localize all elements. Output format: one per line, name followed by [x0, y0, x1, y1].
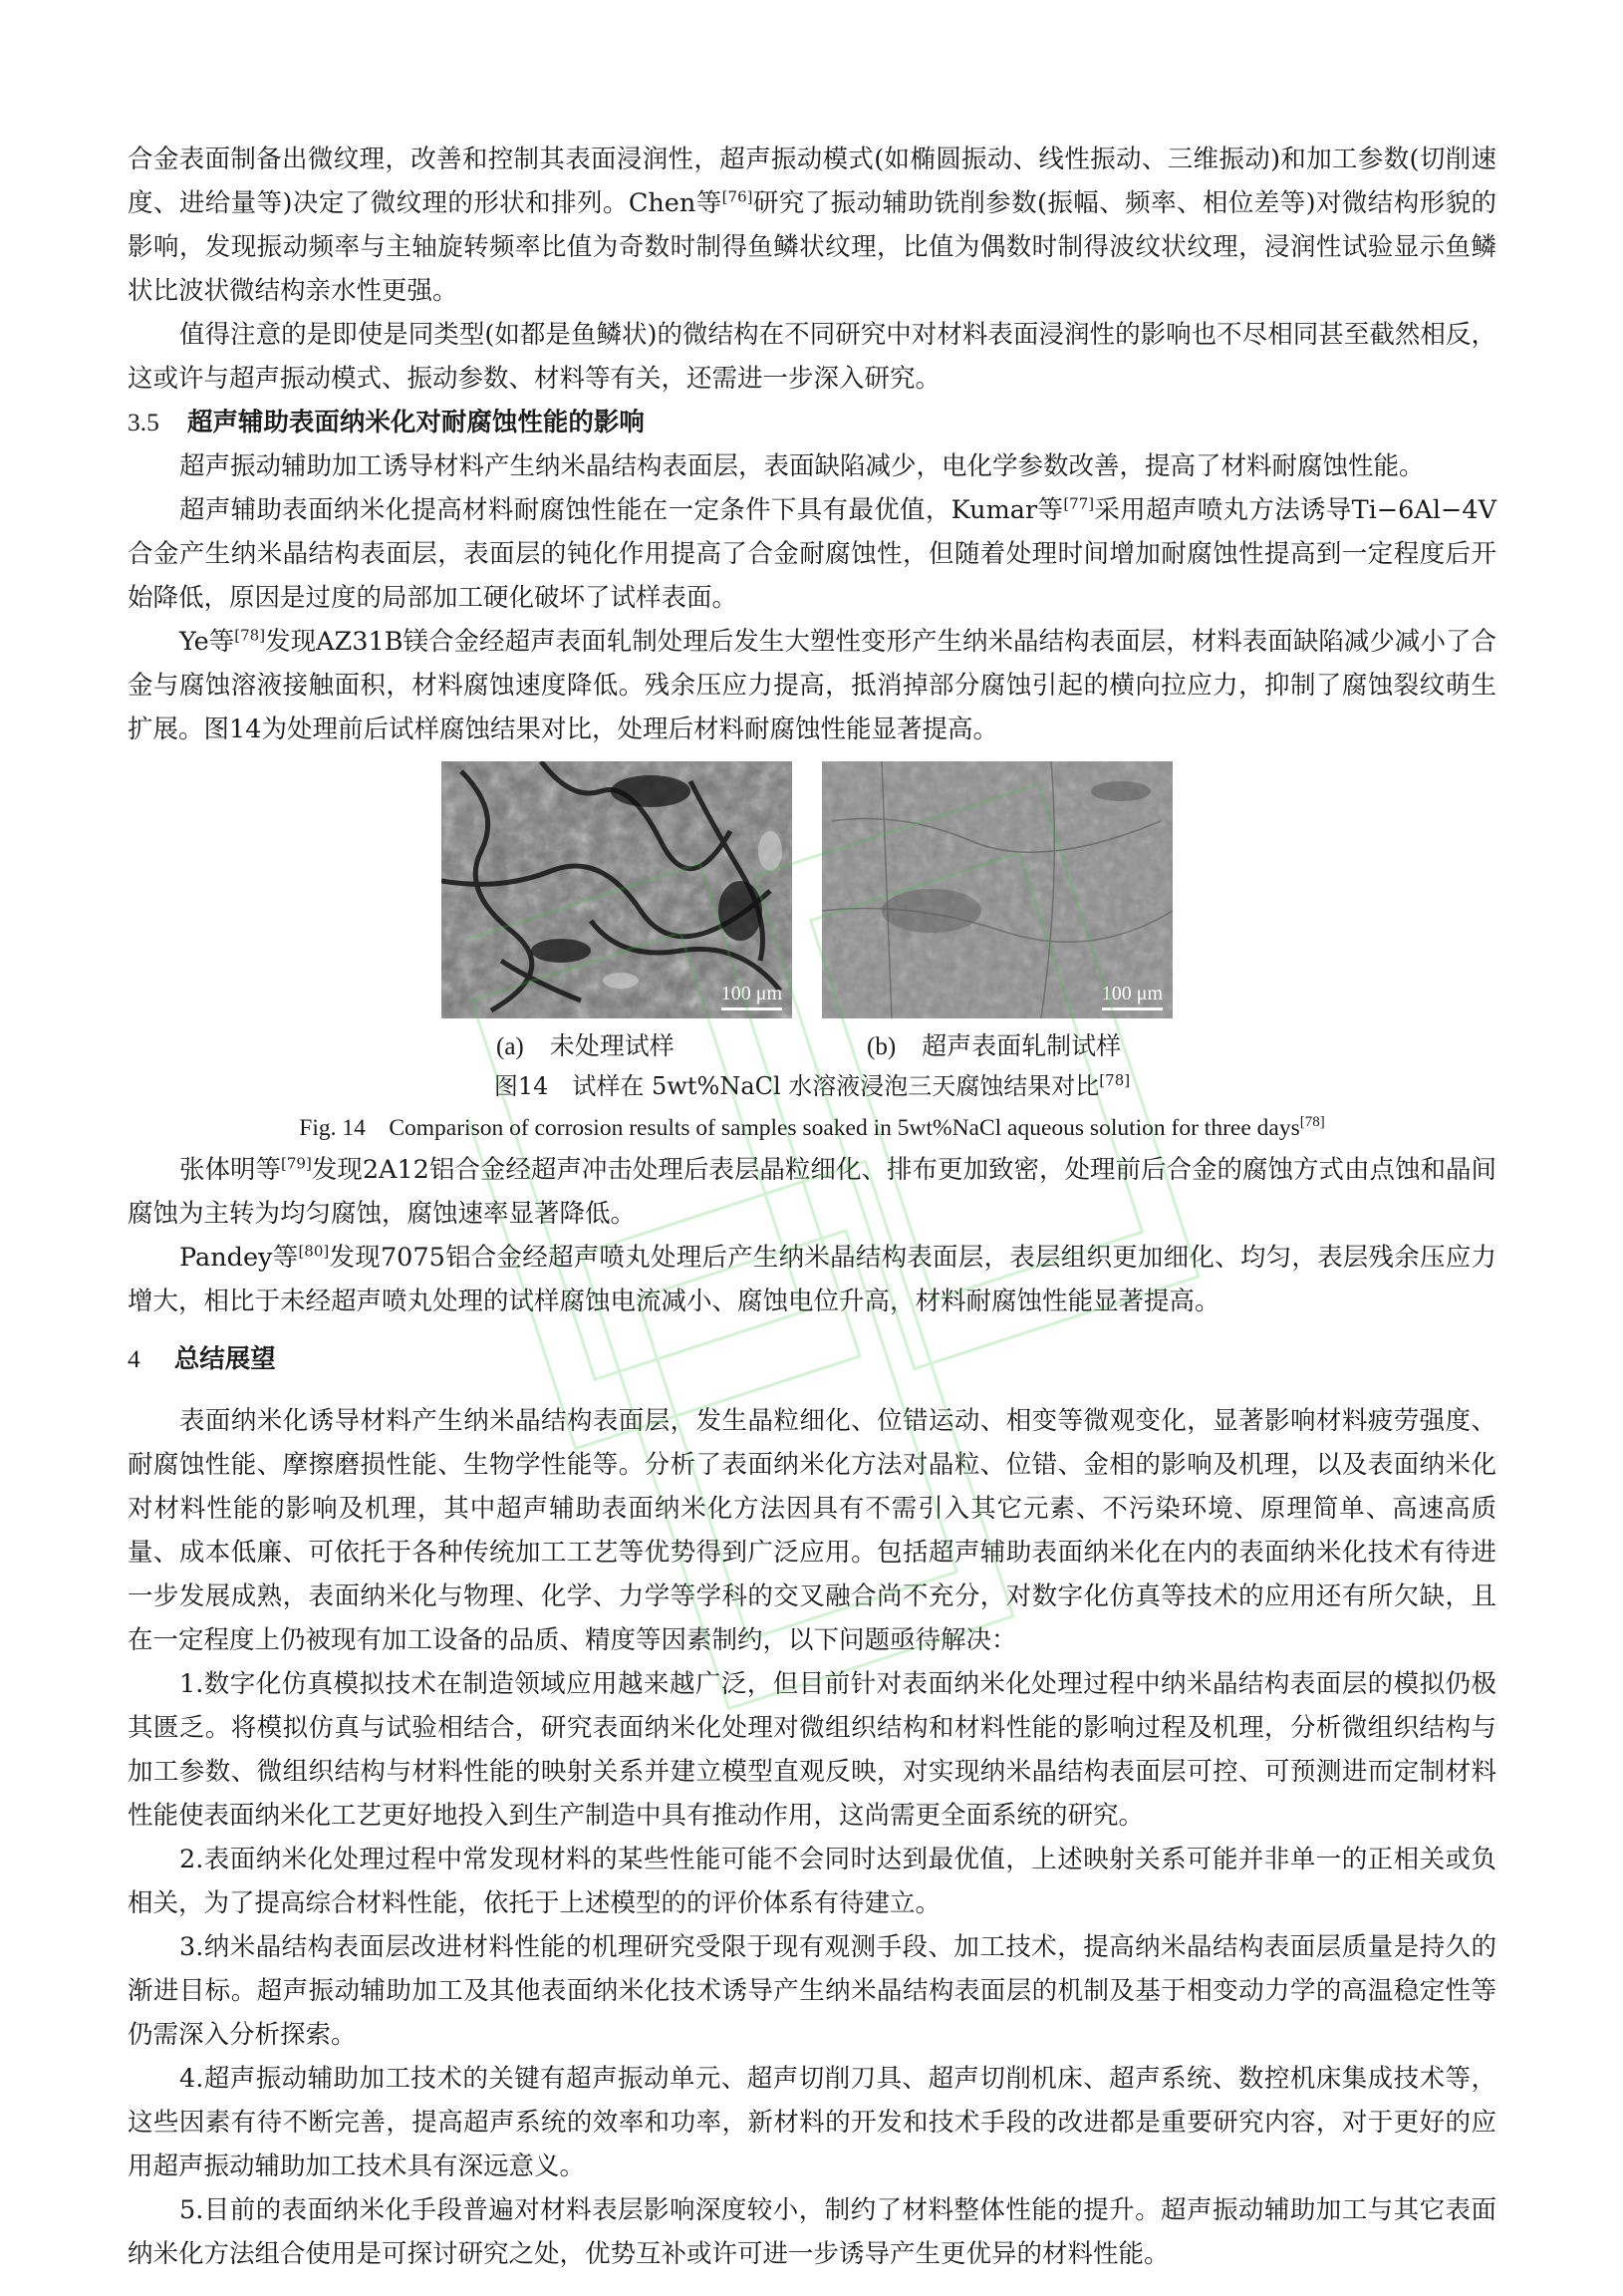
- scale-bar-a: 100 μm: [721, 983, 782, 1010]
- micrograph-rolled: [822, 761, 1173, 1018]
- figure-14: [128, 761, 1496, 1148]
- paragraph-zhang: 张体明等[79]发现2A12铝合金经超声冲击处理后表层晶粒细化、排布更加致密，处理前后合金的腐蚀方式由点蚀和晶间腐蚀为主转为均匀腐蚀，腐蚀速率显著降低。: [128, 1154, 1496, 1229]
- paragraph-item-1: 1.数字化仿真模拟技术在制造领域应用越来越广泛，但目前针对表面纳米化处理过程中纳米晶结构表面层的模拟仍极其匮乏。将模拟仿真与试验相结合，研究表面纳米化处理对微组织结构和材料性能的影响过程及机理，分析微组织结构与加工参数、微组织结构与材料性能的映射关系并建立模型直观反映，对实现纳米晶结构表面层可控、可预测进而定制材料性能使表面纳米化工艺更好地投入到生产制造中具有推动作用，这尚需更全面系统的研究。: [128, 1669, 1496, 1831]
- paragraph-item-4: 4.超声振动辅助加工技术的关键有超声振动单元、超声切削刀具、超声切削机床、超声系统、数控机床集成技术等，这些因素有待不断完善，提高超声系统的效率和功率，新材料的开发和技术手段的改进都是重要研究内容，对于更好的应用超声振动辅助加工技术具有深远意义。: [128, 2064, 1496, 2181]
- paragraph-item-3: 3.纳米晶结构表面层改进材料性能的机理研究受限于现有观测手段、加工技术，提高纳米晶结构表面层质量是持久的渐进目标。超声振动辅助加工及其他表面纳米化技术诱导产生纳米晶结构表面层的机制及基于相变动力学的高温稳定性等仍需深入分析探索。: [128, 1932, 1496, 2050]
- paragraph-item-2: 2.表面纳米化处理过程中常发现材料的某些性能可能不会同时达到最优值，上述映射关系可能并非单一的正相关或负相关，为了提高综合材料性能，依托于上述模型的的评价体系有待建立。: [128, 1845, 1496, 1918]
- page-body: [128, 138, 1496, 2276]
- micrograph-untreated: [441, 761, 792, 1018]
- subcaption-b: (b) 超声表面轧制试样: [867, 1031, 1122, 1060]
- subcaption-a: (a) 未处理试样: [496, 1031, 675, 1060]
- paragraph-note: 值得注意的是即使是同类型(如都是鱼鳞状)的微结构在不同研究中对材料表面浸润性的影响也不尽相同甚至截然相反，这或许与超声振动模式、振动参数、材料等有关，还需进一步深入研究。: [128, 320, 1496, 394]
- paragraph-pandey: Pandey等[80]发现7075铝合金经超声喷丸处理后产生纳米晶结构表面层，表层组织更加细化、均匀，表层残余压应力增大，相比于未经超声喷丸处理的试样腐蚀电流减小、腐蚀电位升高，材料耐腐蚀性能显著提高。: [128, 1242, 1496, 1316]
- figure-caption-cn: 图14 试样在 5wt%NaCl 水溶液浸泡三天腐蚀结果对比[78]: [493, 1071, 1131, 1100]
- paragraph-ye: Ye等[78]发现AZ31B镁合金经超声表面轧制处理后发生大塑性变形产生纳米晶结构表面层，材料表面缺陷减少减小了合金与腐蚀溶液接触面积，材料腐蚀速度降低。残余压应力提高，抵消掉部分腐蚀引起的横向拉应力，抑制了腐蚀裂纹萌生扩展。图14为处理前后试样腐蚀结果对比，处理后材料耐腐蚀性能显著提高。: [128, 626, 1496, 744]
- paragraph-summary: 表面纳米化诱导材料产生纳米晶结构表面层，发生晶粒细化、位错运动、相变等微观变化，显著影响材料疲劳强度、耐腐蚀性能、摩擦磨损性能、生物学性能等。分析了表面纳米化方法对晶粒、位错、金相的影响及机理，以及表面纳米化对材料性能的影响及机理，其中超声辅助表面纳米化方法因具有不需引入其它元素、不污染环境、原理简单、高速高质量、成本低廉、可依托于各种传统加工工艺等优势得到广泛应用。包括超声辅助表面纳米化在内的表面纳米化技术有待进一步发展成熟，表面纳米化与物理、化学、力学等学科的交叉融合尚不充分，对数字化仿真等技术的应用还有所欠缺，且在一定程度上仍被现有加工设备的品质、精度等因素制约，以下问题亟待解决：: [128, 1406, 1496, 1655]
- paragraph-corrosion-intro: 超声振动辅助加工诱导材料产生纳米晶结构表面层，表面缺陷减少，电化学参数改善，提高了材料耐腐蚀性能。: [179, 451, 1425, 481]
- section-heading-4: 4 总结展望: [128, 1344, 276, 1374]
- figure-caption-en: Fig. 14 Comparison of corrosion results of samples soaked in 5wt%NaCl aqueous solution for three days[78]: [299, 1114, 1325, 1141]
- paragraph-item-5: 5.目前的表面纳米化手段普遍对材料表层影响深度较小，制约了材料整体性能的提升。超声振动辅助加工与其它表面纳米化方法组合使用是可探讨研究之处，优势互补或许可进一步诱导产生更优异的材料性能。: [128, 2195, 1496, 2269]
- section-heading-3-5: 3.5 超声辅助表面纳米化对耐腐蚀性能的影响: [128, 408, 645, 437]
- paragraph-microtexture: 合金表面制备出微纹理，改善和控制其表面浸润性，超声振动模式(如椭圆振动、线性振动、三维振动)和加工参数(切削速度、进给量等)决定了微纹理的形状和排列。Chen等[76]研究了振动辅助铣削参数(振幅、频率、相位差等)对微结构形貌的影响，发现振动频率与主轴旋转频率比值为奇数时制得鱼鳞状纹理，比值为偶数时制得波纹状纹理，浸润性试验显示鱼鳞状比波状微结构亲水性更强。: [128, 144, 1496, 306]
- scale-bar-b: 100 μm: [1102, 983, 1163, 1010]
- paragraph-kumar: 超声辅助表面纳米化提高材料耐腐蚀性能在一定条件下具有最优值，Kumar等[77]采用超声喷丸方法诱导Ti−6Al−4V合金产生纳米晶结构表面层，表面层的钝化作用提高了合金耐腐蚀性，但随着处理时间增加耐腐蚀性提高到一定程度后开始降低，原因是过度的局部加工硬化破坏了试样表面。: [128, 494, 1496, 613]
